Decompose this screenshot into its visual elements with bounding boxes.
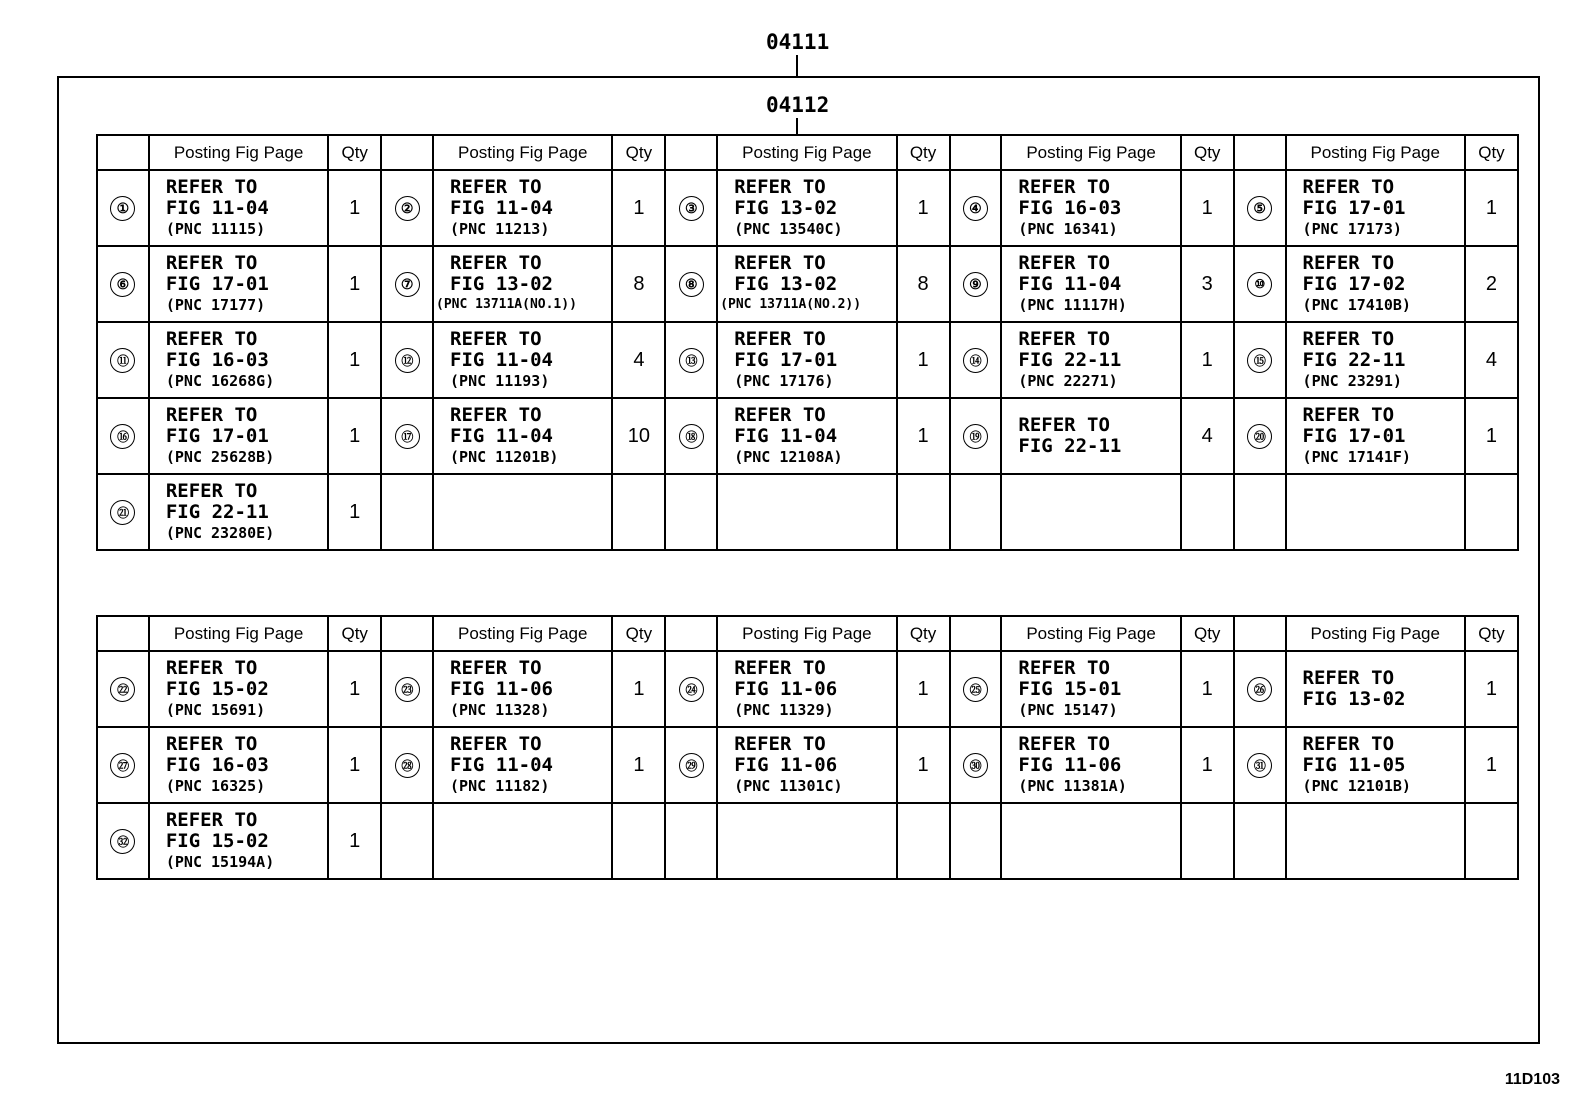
qty-cell: 4 — [612, 322, 665, 398]
qty-cell — [612, 803, 665, 879]
posting-fig-page-cell — [717, 474, 896, 550]
posting-fig-page-cell — [149, 651, 328, 727]
posting-fig-page-cell — [149, 727, 328, 803]
callout-number: ㉖ — [1247, 677, 1272, 702]
refer-to-text: REFER TO — [165, 733, 258, 755]
qty-cell: 3 — [1181, 246, 1234, 322]
callout-number-cell — [950, 170, 1002, 246]
fig-page-text: FIG 13-02 — [734, 273, 838, 295]
header-index — [381, 616, 433, 651]
refer-to-text: REFER TO — [1302, 252, 1395, 274]
callout-number: ⑤ — [1247, 196, 1272, 221]
callout-number-cell — [381, 727, 433, 803]
posting-fig-page-cell — [1001, 246, 1180, 322]
posting-fig-page-cell — [433, 803, 612, 879]
fig-page-text: FIG 11-04 — [165, 197, 269, 219]
header-qty: Qty — [612, 616, 665, 651]
leader-line-top — [796, 55, 798, 76]
callout-number: ㉕ — [963, 677, 988, 702]
callout-number-cell — [97, 651, 149, 727]
qty-cell: 1 — [897, 170, 950, 246]
callout-number: ㉓ — [395, 677, 420, 702]
refer-to-text: REFER TO — [450, 252, 542, 274]
callout-number: ⑳ — [1247, 424, 1272, 449]
pnc-text: (PNC 16325) — [165, 777, 266, 795]
pnc-text: (PNC 15691) — [165, 701, 266, 719]
fig-page-text: FIG 17-01 — [1302, 197, 1406, 219]
posting-fig-page-cell — [717, 246, 896, 322]
refer-to-text: REFER TO — [165, 480, 258, 502]
fig-page-text: FIG 11-04 — [450, 754, 553, 776]
callout-number-cell — [950, 651, 1002, 727]
refer-to-text: REFER TO — [1018, 657, 1110, 679]
fig-page-text: FIG 16-03 — [1018, 197, 1122, 219]
qty-cell: 1 — [1181, 651, 1234, 727]
header-qty: Qty — [328, 616, 381, 651]
callout-number-cell — [1234, 398, 1286, 474]
callout-number-cell — [97, 474, 149, 550]
callout-number-cell — [381, 398, 433, 474]
fig-page-text: FIG 11-04 — [1018, 273, 1122, 295]
refer-to-text: REFER TO — [1302, 667, 1395, 689]
posting-fig-page-cell — [433, 398, 612, 474]
posting-fig-page-cell — [1286, 727, 1465, 803]
qty-cell: 1 — [612, 651, 665, 727]
refer-to-text: REFER TO — [1018, 176, 1110, 198]
pnc-text: (PNC 11329) — [734, 701, 834, 719]
callout-number: ⑫ — [395, 348, 420, 373]
qty-cell — [897, 803, 950, 879]
fig-page-text: FIG 11-06 — [734, 754, 838, 776]
qty-cell: 1 — [328, 727, 381, 803]
callout-number: ㉙ — [679, 753, 704, 778]
qty-cell — [1465, 474, 1518, 550]
qty-cell: 1 — [897, 651, 950, 727]
fig-page-text: FIG 17-01 — [165, 273, 269, 295]
pnc-text: (PNC 16268G) — [165, 372, 275, 390]
pnc-text: (PNC 17177) — [165, 296, 266, 314]
qty-cell: 1 — [1181, 727, 1234, 803]
refer-to-text: REFER TO — [165, 252, 258, 274]
posting-fig-page-cell — [433, 322, 612, 398]
fig-page-text: FIG 17-02 — [1302, 273, 1406, 295]
posting-fig-page-cell — [717, 803, 896, 879]
posting-fig-page-cell — [1001, 398, 1180, 474]
refer-to-text: REFER TO — [1018, 733, 1110, 755]
callout-number-cell — [950, 727, 1002, 803]
refer-to-text: REFER TO — [165, 404, 258, 426]
callout-number-cell — [665, 651, 717, 727]
posting-fig-page-cell — [717, 170, 896, 246]
callout-number-cell — [665, 474, 717, 550]
qty-cell: 1 — [328, 246, 381, 322]
posting-fig-page-cell — [1001, 651, 1180, 727]
pnc-text: (PNC 22271) — [1018, 372, 1118, 390]
callout-number-cell — [950, 398, 1002, 474]
pnc-text: (PNC 23280E) — [165, 524, 275, 542]
header-posting-fig-page: Posting Fig Page — [149, 616, 328, 651]
header-qty: Qty — [612, 135, 665, 170]
fig-page-text: FIG 13-02 — [450, 273, 553, 295]
refer-to-text: REFER TO — [450, 733, 542, 755]
callout-number: ⑰ — [395, 424, 420, 449]
table-row — [97, 803, 1518, 879]
refer-to-text: REFER TO — [734, 252, 826, 274]
header-posting-fig-page: Posting Fig Page — [717, 135, 896, 170]
posting-fig-page-cell — [433, 727, 612, 803]
qty-cell: 1 — [1465, 727, 1518, 803]
fig-page-text: FIG 22-11 — [165, 501, 269, 523]
pnc-text: (PNC 11213) — [450, 220, 550, 238]
pnc-text: (PNC 13711A(NO.2)) — [720, 297, 862, 312]
pnc-text: (PNC 16341) — [1018, 220, 1118, 238]
qty-cell: 1 — [1465, 170, 1518, 246]
header-qty: Qty — [897, 616, 950, 651]
pnc-text: (PNC 11328) — [450, 701, 550, 719]
illustration-code: 11D103 — [1504, 1071, 1560, 1088]
qty-cell: 1 — [328, 398, 381, 474]
qty-cell: 1 — [897, 727, 950, 803]
fig-page-text: FIG 11-05 — [1302, 754, 1406, 776]
callout-number-cell — [97, 322, 149, 398]
pnc-text: (PNC 17141F) — [1302, 448, 1411, 466]
qty-cell — [1465, 803, 1518, 879]
callout-number-cell — [381, 246, 433, 322]
callout-number-cell — [950, 322, 1002, 398]
header-posting-fig-page: Posting Fig Page — [1001, 616, 1180, 651]
header-index — [950, 616, 1002, 651]
header-posting-fig-page: Posting Fig Page — [149, 135, 328, 170]
callout-number-cell — [665, 727, 717, 803]
refer-to-text: REFER TO — [450, 176, 542, 198]
header-index — [665, 135, 717, 170]
fig-page-text: FIG 11-04 — [450, 349, 553, 371]
pnc-text: (PNC 13711A(NO.1)) — [436, 297, 577, 312]
posting-fig-page-cell — [433, 170, 612, 246]
qty-cell: 1 — [1181, 322, 1234, 398]
header-qty: Qty — [328, 135, 381, 170]
posting-fig-page-cell — [149, 803, 328, 879]
qty-cell: 1 — [1465, 651, 1518, 727]
pnc-text: (PNC 11115) — [165, 220, 266, 238]
table-row — [97, 322, 1518, 398]
qty-cell: 4 — [1465, 322, 1518, 398]
posting-fig-page-cell — [1286, 246, 1465, 322]
posting-fig-page-cell — [1001, 322, 1180, 398]
fig-page-text: FIG 22-11 — [1018, 349, 1122, 371]
callout-number: ㉚ — [963, 753, 988, 778]
qty-cell: 1 — [328, 322, 381, 398]
pnc-text: (PNC 11381A) — [1018, 777, 1127, 795]
posting-fig-page-cell — [149, 322, 328, 398]
table-row — [97, 651, 1518, 727]
posting-fig-page-cell — [1001, 803, 1180, 879]
qty-cell — [612, 474, 665, 550]
table-row — [97, 398, 1518, 474]
fig-page-text: FIG 15-01 — [1018, 678, 1122, 700]
callout-number-cell — [381, 170, 433, 246]
pnc-text: (PNC 25628B) — [165, 448, 275, 466]
posting-fig-page-cell — [1286, 803, 1465, 879]
qty-cell: 1 — [897, 398, 950, 474]
callout-number-cell — [97, 398, 149, 474]
qty-cell: 8 — [897, 246, 950, 322]
fig-page-text: FIG 13-02 — [734, 197, 838, 219]
header-qty: Qty — [1465, 135, 1518, 170]
assembly-code-04111: 04111 — [766, 30, 830, 54]
callout-number: ㉑ — [110, 500, 135, 525]
pnc-text: (PNC 12101B) — [1302, 777, 1411, 795]
posting-fig-page-cell — [1286, 322, 1465, 398]
posting-fig-page-cell — [1286, 474, 1465, 550]
header-posting-fig-page: Posting Fig Page — [1286, 135, 1465, 170]
header-posting-fig-page: Posting Fig Page — [717, 616, 896, 651]
refer-to-text: REFER TO — [734, 404, 826, 426]
refer-to-text: REFER TO — [450, 404, 542, 426]
refer-to-text: REFER TO — [450, 328, 542, 350]
posting-fig-page-cell — [717, 322, 896, 398]
callout-number-cell — [381, 322, 433, 398]
posting-fig-page-cell — [433, 246, 612, 322]
header-index — [97, 135, 149, 170]
callout-number: ⑲ — [963, 424, 988, 449]
posting-fig-page-cell — [149, 398, 328, 474]
posting-fig-page-cell — [149, 246, 328, 322]
refer-to-text: REFER TO — [734, 733, 826, 755]
header-posting-fig-page: Posting Fig Page — [1286, 616, 1465, 651]
leader-line-inner — [796, 118, 798, 134]
callout-number-cell — [950, 803, 1002, 879]
callout-number: ⑬ — [679, 348, 704, 373]
table-row — [97, 474, 1518, 550]
callout-number: ⑧ — [679, 272, 704, 297]
callout-number: ④ — [963, 196, 988, 221]
pnc-text: (PNC 17410B) — [1302, 296, 1411, 314]
posting-fig-page-cell — [1001, 474, 1180, 550]
header-index — [665, 616, 717, 651]
callout-number-cell — [381, 803, 433, 879]
callout-number: ㉗ — [110, 753, 135, 778]
refer-to-text: REFER TO — [734, 176, 826, 198]
pnc-text: (PNC 23291) — [1302, 372, 1402, 390]
qty-cell — [1181, 803, 1234, 879]
refer-to-text: REFER TO — [1018, 252, 1110, 274]
refer-to-text: REFER TO — [1018, 328, 1110, 350]
posting-fig-page-cell — [1286, 398, 1465, 474]
callout-number: ㉜ — [110, 829, 135, 854]
header-posting-fig-page: Posting Fig Page — [433, 616, 612, 651]
callout-number-cell — [665, 246, 717, 322]
callout-number-cell — [1234, 322, 1286, 398]
callout-number-cell — [665, 170, 717, 246]
callout-number-cell — [665, 322, 717, 398]
refer-to-text: REFER TO — [1018, 414, 1110, 436]
refer-to-text: REFER TO — [165, 657, 258, 679]
fig-page-text: FIG 15-02 — [165, 678, 269, 700]
refer-to-text: REFER TO — [734, 328, 826, 350]
qty-cell: 1 — [328, 803, 381, 879]
pnc-text: (PNC 13540C) — [734, 220, 843, 238]
callout-number-cell — [665, 803, 717, 879]
posting-fig-page-cell — [149, 170, 328, 246]
pnc-text: (PNC 15147) — [1018, 701, 1118, 719]
qty-cell — [1181, 474, 1234, 550]
fig-page-text: FIG 17-01 — [1302, 425, 1406, 447]
callout-number-cell — [97, 170, 149, 246]
posting-fig-page-cell — [1286, 651, 1465, 727]
callout-number-cell — [1234, 651, 1286, 727]
table-row — [97, 246, 1518, 322]
qty-cell: 1 — [1465, 398, 1518, 474]
header-index — [1234, 616, 1286, 651]
fig-page-text: FIG 11-04 — [734, 425, 838, 447]
qty-cell: 4 — [1181, 398, 1234, 474]
posting-fig-page-cell — [717, 727, 896, 803]
callout-number-cell — [97, 727, 149, 803]
fig-page-text: FIG 11-06 — [1018, 754, 1122, 776]
fig-page-text: FIG 11-06 — [450, 678, 553, 700]
refer-to-text: REFER TO — [450, 657, 542, 679]
reference-table-1 — [96, 134, 1519, 551]
callout-number: ㉛ — [1247, 753, 1272, 778]
pnc-text: (PNC 17176) — [734, 372, 834, 390]
callout-number-cell — [381, 651, 433, 727]
header-posting-fig-page: Posting Fig Page — [1001, 135, 1180, 170]
fig-page-text: FIG 22-11 — [1018, 435, 1122, 457]
fig-page-text: FIG 11-04 — [450, 197, 553, 219]
header-qty: Qty — [897, 135, 950, 170]
callout-number: ⑪ — [110, 348, 135, 373]
header-qty: Qty — [1181, 135, 1234, 170]
pnc-text: (PNC 11117H) — [1018, 296, 1127, 314]
callout-number-cell — [97, 246, 149, 322]
table-row — [97, 170, 1518, 246]
posting-fig-page-cell — [433, 474, 612, 550]
callout-number: ② — [395, 196, 420, 221]
posting-fig-page-cell — [1001, 727, 1180, 803]
posting-fig-page-cell — [433, 651, 612, 727]
refer-to-text: REFER TO — [165, 176, 258, 198]
callout-number: ⑭ — [963, 348, 988, 373]
callout-number: ⑥ — [110, 272, 135, 297]
header-index — [381, 135, 433, 170]
pnc-text: (PNC 17173) — [1302, 220, 1402, 238]
callout-number-cell — [1234, 474, 1286, 550]
pnc-text: (PNC 11193) — [450, 372, 550, 390]
refer-to-text: REFER TO — [165, 809, 258, 831]
header-qty: Qty — [1181, 616, 1234, 651]
header-index — [97, 616, 149, 651]
posting-fig-page-cell — [717, 651, 896, 727]
qty-cell: 1 — [612, 170, 665, 246]
header-index — [950, 135, 1002, 170]
fig-page-text: FIG 11-06 — [734, 678, 838, 700]
pnc-text: (PNC 11201B) — [450, 448, 559, 466]
reference-table-2 — [96, 615, 1519, 880]
pnc-text: (PNC 15194A) — [165, 853, 275, 871]
callout-number-cell — [950, 246, 1002, 322]
callout-number-cell — [1234, 803, 1286, 879]
callout-number: ㉒ — [110, 677, 135, 702]
posting-fig-page-cell — [717, 398, 896, 474]
refer-to-text: REFER TO — [165, 328, 258, 350]
qty-cell: 1 — [897, 322, 950, 398]
callout-number: ⑯ — [110, 424, 135, 449]
fig-page-text: FIG 17-01 — [734, 349, 838, 371]
qty-cell: 1 — [328, 651, 381, 727]
fig-page-text: FIG 16-03 — [165, 349, 269, 371]
fig-page-text: FIG 22-11 — [1302, 349, 1406, 371]
callout-number: ⑩ — [1247, 272, 1272, 297]
callout-number-cell — [381, 474, 433, 550]
callout-number-cell — [97, 803, 149, 879]
qty-cell: 2 — [1465, 246, 1518, 322]
posting-fig-page-cell — [149, 474, 328, 550]
fig-page-text: FIG 11-04 — [450, 425, 553, 447]
table-row — [97, 727, 1518, 803]
refer-to-text: REFER TO — [1302, 328, 1395, 350]
refer-to-text: REFER TO — [1302, 176, 1395, 198]
callout-number: ⑱ — [679, 424, 704, 449]
qty-cell: 1 — [1181, 170, 1234, 246]
qty-cell: 1 — [328, 474, 381, 550]
callout-number: ③ — [679, 196, 704, 221]
callout-number-cell — [665, 398, 717, 474]
posting-fig-page-cell — [1001, 170, 1180, 246]
callout-number: ⑨ — [963, 272, 988, 297]
refer-to-text: REFER TO — [734, 657, 826, 679]
callout-number: ㉔ — [679, 677, 704, 702]
qty-cell: 1 — [612, 727, 665, 803]
refer-to-text: REFER TO — [1302, 733, 1395, 755]
assembly-code-04112: 04112 — [766, 93, 830, 117]
qty-cell — [897, 474, 950, 550]
fig-page-text: FIG 16-03 — [165, 754, 269, 776]
callout-number-cell — [950, 474, 1002, 550]
pnc-text: (PNC 12108A) — [734, 448, 843, 466]
fig-page-text: FIG 15-02 — [165, 830, 269, 852]
callout-number-cell — [1234, 727, 1286, 803]
refer-to-text: REFER TO — [1302, 404, 1395, 426]
header-index — [1234, 135, 1286, 170]
qty-cell: 1 — [328, 170, 381, 246]
qty-cell: 8 — [612, 246, 665, 322]
callout-number: ⑮ — [1247, 348, 1272, 373]
fig-page-text: FIG 17-01 — [165, 425, 269, 447]
posting-fig-page-cell — [1286, 170, 1465, 246]
callout-number-cell — [1234, 246, 1286, 322]
callout-number: ㉘ — [395, 753, 420, 778]
header-qty: Qty — [1465, 616, 1518, 651]
pnc-text: (PNC 11182) — [450, 777, 550, 795]
callout-number: ① — [110, 196, 135, 221]
pnc-text: (PNC 11301C) — [734, 777, 843, 795]
callout-number: ⑦ — [395, 272, 420, 297]
fig-page-text: FIG 13-02 — [1302, 688, 1406, 710]
callout-number-cell — [1234, 170, 1286, 246]
header-posting-fig-page: Posting Fig Page — [433, 135, 612, 170]
qty-cell: 10 — [612, 398, 665, 474]
